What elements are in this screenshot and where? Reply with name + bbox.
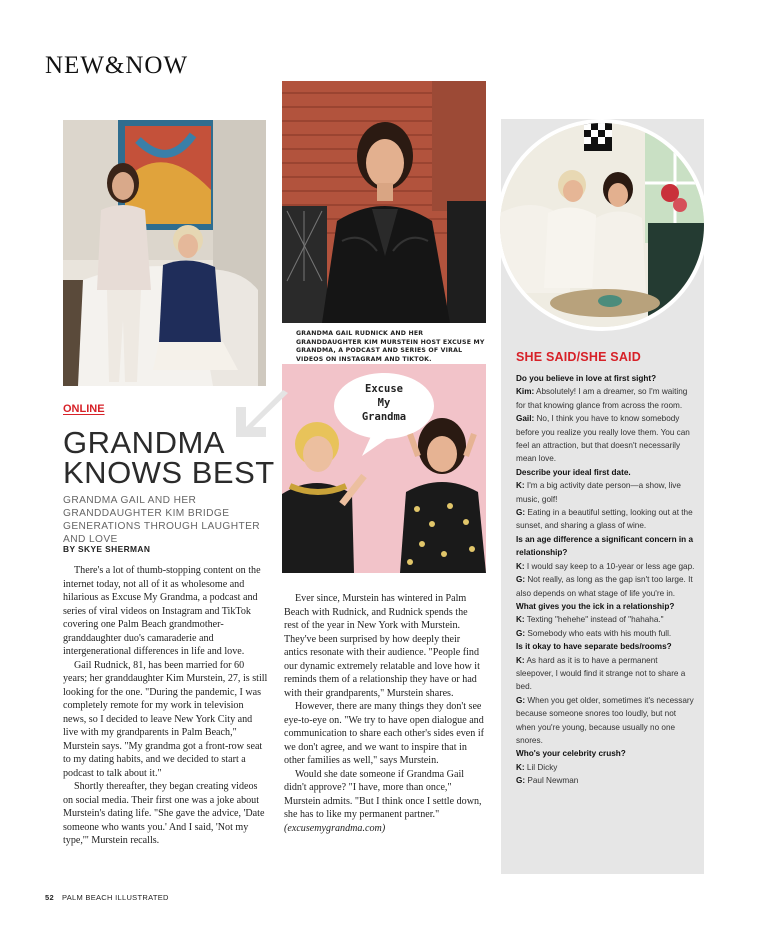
answer-speaker: Gail: (516, 414, 535, 424)
answer-text: Lil Dicky (526, 762, 558, 772)
answer-speaker: K: (516, 481, 525, 491)
answer-text: Somebody who eats with his mouth full. (527, 628, 672, 638)
sidebar-question: Who's your celebrity crush? (516, 749, 626, 759)
answer-speaker: G: (516, 508, 526, 518)
sidebar-answer (516, 506, 696, 533)
sidebar-answer (516, 627, 696, 640)
sidebar-answer (516, 613, 696, 626)
body-paragraph: Shortly thereafter, they began creating videos on social media. Their first one was a joke about Murstein's dating life. "She gave the advice, 'Date someone who wants you.' And I said, 'Not my type,'" Murstein recalls. (63, 781, 265, 846)
answer-text: When you get older, sometimes it's necessary because someone snores too loudly, but not when you're young, because usually no one snores. (516, 695, 694, 745)
folio (45, 893, 169, 902)
masthead: NEW&NOW (45, 52, 189, 79)
page-number: 52 (45, 893, 54, 902)
body-column-1 (63, 564, 268, 848)
sidebar-qa-list (516, 372, 696, 788)
byline: BY SKYE SHERMAN (63, 544, 151, 554)
answer-text: Not really, as long as the gap isn't too large. It also depends on what stage of life you're in. (516, 575, 693, 598)
answer-speaker: Kim: (516, 387, 535, 397)
headline-line-2: KNOWS BEST (63, 455, 275, 490)
answer-text: No, I think you have to know somebody before you realize you really love them. You can feel an attraction, but that doesn't necessarily mean love. (516, 414, 690, 464)
answer-speaker: K: (516, 762, 525, 772)
body-paragraph: Gail Rudnick, 81, has been married for 60 years; her granddaughter Kim Murstein, 27, is still looking for the one. "During the pandemic, I was completely remote for my work in television news, so I decided to leave New York City and live with my grandparents in Palm Beach," Murstein says. "My grandma got a front-row seat to my dating habits, and we decided to start a podcast to talk about it." (63, 659, 268, 779)
answer-speaker: G: (516, 628, 526, 638)
body-paragraph: There's a lot of thumb-stopping content on the internet today, not all of it as wholesome and hilarious as Excuse My Grandma, a podcast and series of viral videos on Instagram and TikTok covering one Palm Beach grandmother-granddaughter duo's camaraderie and intergenerational differences in life and love. (63, 565, 261, 657)
headline (63, 425, 275, 490)
section-kicker: ONLINE (63, 403, 105, 415)
answer-text: Absolutely! I am a dreamer, so I'm waiting for that knowing glance from across the room. (516, 387, 688, 410)
sidebar-answer (516, 654, 696, 694)
sidebar-title: SHE SAID/SHE SAID (516, 350, 641, 364)
answer-speaker: K: (516, 655, 525, 665)
answer-speaker: K: (516, 561, 525, 571)
answer-speaker: K: (516, 615, 525, 625)
armchair-photo-illustration (63, 120, 266, 386)
body-column-2 (284, 592, 484, 835)
body-paragraph: (excusemygrandma.com) (284, 822, 386, 834)
sidebar-answer (516, 385, 696, 412)
photo-living-room-circle (496, 119, 708, 331)
answer-speaker: G: (516, 575, 526, 585)
sidebar-answer (516, 479, 696, 506)
headline-line-1: GRANDMA (63, 425, 225, 460)
answer-text: Texting "hehehe" instead of "hahaha." (526, 615, 664, 625)
speech-bubble-text (334, 382, 434, 424)
bubble-line-3: Grandma (361, 411, 407, 423)
answer-text: As hard as it is to have a permanent sleepover, I would find it strange not to share a bed. (516, 655, 686, 692)
portrait-photo-illustration (282, 81, 486, 323)
sidebar-question: Is it okay to have separate beds/rooms? (516, 642, 672, 652)
deck: GRANDMA GAIL AND HER GRANDDAUGHTER KIM BRIDGE GENERATIONS THROUGH LAUGHTER AND LOVE (63, 495, 261, 545)
sidebar-answer (516, 694, 696, 748)
answer-text: Eating in a beautiful setting, looking out at the sunset, and sharing a glass of wine. (516, 508, 693, 531)
photo-kim-portrait (282, 81, 486, 323)
sidebar-question: Do you believe in love at first sight? (516, 374, 657, 383)
publication-name: PALM BEACH ILLUSTRATED (61, 893, 169, 902)
answer-text: I'm a big activity date person—a show, live music, golf! (516, 481, 681, 504)
sidebar-answer (516, 774, 696, 787)
answer-text: Paul Newman (527, 776, 579, 786)
sidebar-answer (516, 560, 696, 573)
photo-excuse-my-grandma-promo (282, 364, 486, 573)
sidebar-answer (516, 573, 696, 600)
answer-speaker: G: (516, 695, 526, 705)
body-paragraph: Would she date someone if Grandma Gail didn't approve? "I have, more than once," Murstein admits. "But I think once I settle down, she has to like my permanent partner." (284, 768, 482, 820)
sidebar-answer (516, 761, 696, 774)
bubble-line-2: My (377, 397, 391, 409)
photo-grandma-granddaughter-armchair (63, 120, 266, 386)
photo-caption: GRANDMA GAIL RUDNICK AND HER GRANDDAUGHTER KIM MURSTEIN HOST EXCUSE MY GRANDMA, A PODCAST AND SERIES OF VIRAL VIDEOS ON INSTAGRAM AND TIKTOK. (296, 330, 485, 363)
sidebar-question: Is an age difference a significant concern in a relationship? (516, 534, 693, 558)
bubble-line-1: Excuse (365, 383, 403, 395)
sidebar-question: Describe your ideal first date. (516, 467, 631, 477)
body-paragraph: Ever since, Murstein has wintered in Palm Beach with Rudnick, and Rudnick spends the rest of the year in New York with Murstein. They've been surprised by how deeply their antics resonate with their audience. "People find our dynamic extremely relatable and love how it reminds them of a relationship they have or had with their grandparents," Murstein shares. (284, 593, 480, 699)
answer-speaker: G: (516, 776, 526, 786)
body-paragraph: However, there are many things they don't see eye-to-eye on. "We try to have open dialogue and communication to share each other's sides even if we don't agree, and we want to inspire that in other families as well," says Murstein. (284, 701, 484, 766)
answer-text: I would say keep to a 10-year or less age gap. (526, 561, 695, 571)
sidebar-answer (516, 412, 696, 466)
living-room-photo-illustration (500, 123, 704, 327)
sidebar-question: What gives you the ick in a relationship? (516, 601, 675, 611)
